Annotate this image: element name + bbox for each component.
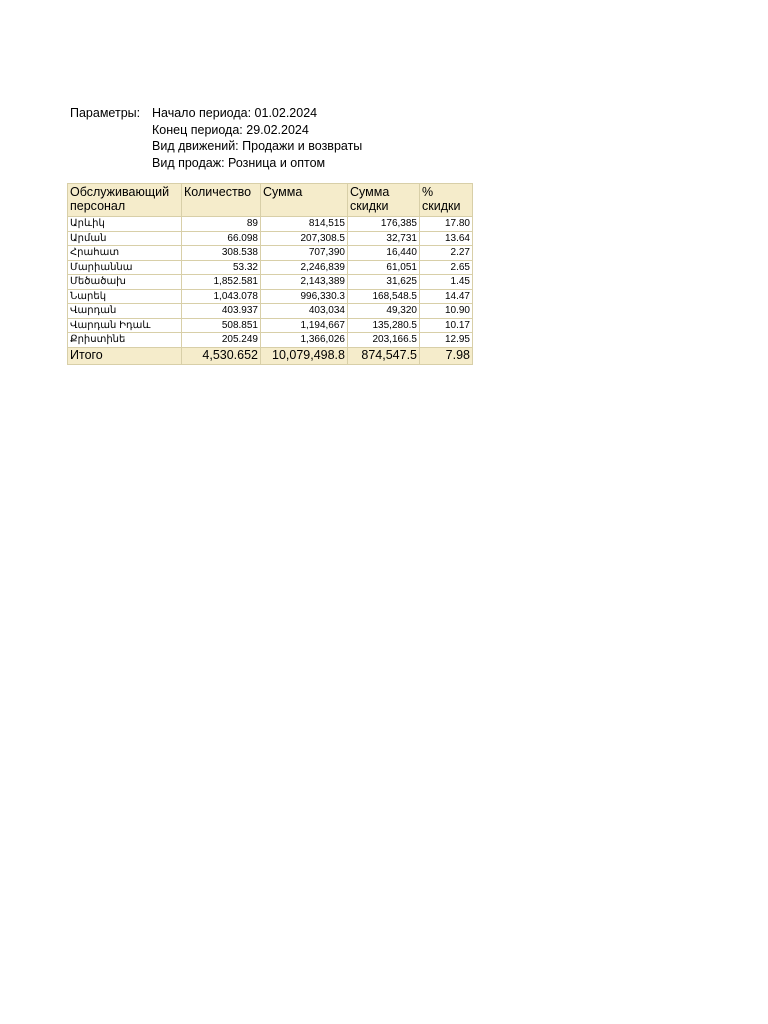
report-parameters [70, 105, 362, 171]
cell-amount: 207,308.5 [261, 231, 348, 246]
cell-amount: 2,143,389 [261, 275, 348, 290]
cell-discount-percent: 2.27 [420, 246, 473, 261]
cell-discount-percent: 12.95 [420, 333, 473, 348]
cell-amount: 814,515 [261, 217, 348, 232]
table-row [68, 318, 473, 333]
table-row [68, 275, 473, 290]
total-label: Итого [68, 347, 182, 364]
cell-quantity: 66.098 [182, 231, 261, 246]
total-discount-percent: 7.98 [420, 347, 473, 364]
table-row [68, 231, 473, 246]
cell-quantity: 508.851 [182, 318, 261, 333]
cell-quantity: 1,852.581 [182, 275, 261, 290]
cell-discount-amount: 168,548.5 [348, 289, 420, 304]
header-amount: Сумма [261, 184, 348, 217]
param-period-end: Конец периода: 29.02.2024 [152, 122, 309, 137]
cell-quantity: 403.937 [182, 304, 261, 319]
cell-staff: Մարիաննա [68, 260, 182, 275]
cell-discount-amount: 61,051 [348, 260, 420, 275]
cell-amount: 707,390 [261, 246, 348, 261]
param-movement-type: Вид движений: Продажи и возвраты [152, 139, 363, 153]
param-sales-type: Вид продаж: Розница и оптом [152, 155, 326, 170]
cell-amount: 1,194,667 [261, 318, 348, 333]
cell-staff: Արման [68, 231, 182, 246]
cell-quantity: 53.32 [182, 260, 261, 275]
cell-discount-percent: 14.47 [420, 289, 473, 304]
table-row [68, 246, 473, 261]
total-amount: 10,079,498.8 [261, 347, 348, 364]
table-header-row [68, 184, 473, 217]
cell-staff: Արևիկ [68, 217, 182, 232]
cell-discount-percent: 10.90 [420, 304, 473, 319]
cell-discount-percent: 2.65 [420, 260, 473, 275]
table-row [68, 217, 473, 232]
table-row [68, 333, 473, 348]
param-period-start: Начало периода: 01.02.2024 [152, 106, 318, 120]
cell-amount: 1,366,026 [261, 333, 348, 348]
table-row [68, 260, 473, 275]
table-total-row [68, 347, 473, 364]
cell-discount-percent: 1.45 [420, 275, 473, 290]
header-staff: Обслуживающий персонал [68, 184, 182, 217]
sales-report-table [67, 183, 473, 365]
cell-staff: Հրահատ [68, 246, 182, 261]
cell-amount: 2,246,839 [261, 260, 348, 275]
parameters-label: Параметры: [70, 106, 141, 120]
table-row [68, 304, 473, 319]
table-row [68, 289, 473, 304]
cell-discount-amount: 32,731 [348, 231, 420, 246]
total-discount-amount: 874,547.5 [348, 347, 420, 364]
cell-quantity: 1,043.078 [182, 289, 261, 304]
cell-staff: Վարդան [68, 304, 182, 319]
header-discount-percent: % скидки [420, 184, 473, 217]
cell-staff: Վարդան Իդաև [68, 318, 182, 333]
header-quantity: Количество [182, 184, 261, 217]
header-discount-amount: Сумма скидки [348, 184, 420, 217]
cell-amount: 403,034 [261, 304, 348, 319]
cell-staff: Նարեկ [68, 289, 182, 304]
cell-quantity: 308.538 [182, 246, 261, 261]
cell-discount-percent: 13.64 [420, 231, 473, 246]
cell-quantity: 89 [182, 217, 261, 232]
cell-discount-amount: 135,280.5 [348, 318, 420, 333]
total-quantity: 4,530.652 [182, 347, 261, 364]
cell-staff: Մեծածախ [68, 275, 182, 290]
cell-discount-percent: 10.17 [420, 318, 473, 333]
cell-discount-amount: 176,385 [348, 217, 420, 232]
cell-discount-amount: 203,166.5 [348, 333, 420, 348]
cell-discount-amount: 31,625 [348, 275, 420, 290]
cell-discount-percent: 17.80 [420, 217, 473, 232]
cell-quantity: 205.249 [182, 333, 261, 348]
cell-discount-amount: 16,440 [348, 246, 420, 261]
cell-amount: 996,330.3 [261, 289, 348, 304]
cell-staff: Քրիստինե [68, 333, 182, 348]
cell-discount-amount: 49,320 [348, 304, 420, 319]
